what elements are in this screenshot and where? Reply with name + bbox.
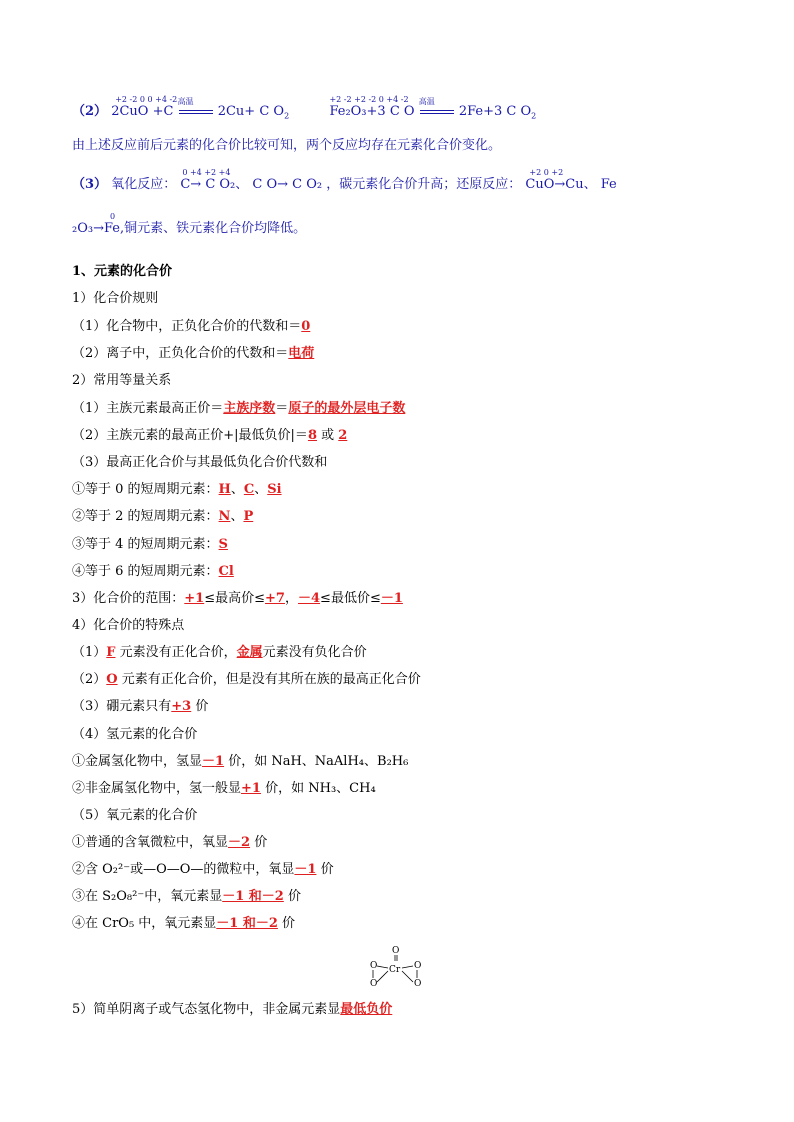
list-item [72,698,208,716]
answer-blank: 金属 [236,645,263,660]
item-text: 价 [191,699,209,714]
answer-blank: 8 [307,428,317,443]
reaction-3-line [72,168,617,194]
item-text: （1） [72,645,107,660]
answer-blank: －4 [298,591,321,606]
list-item [72,807,197,825]
item-text: （4）氢元素的化合价 [72,727,198,742]
list-item [72,671,421,689]
item-text: （2）主族元素的最高正价+|最低负价|＝ [72,428,308,443]
list-item [72,345,314,363]
cro5-structure-diagram [362,944,432,994]
answer-blank: －1 [380,591,403,606]
item-text: 价 [277,916,296,931]
svg-text:O: O [370,979,378,989]
item-text: ①金属氢化物中，氢显 [72,754,203,769]
reaction-2-line: （2） +2 -2 0 0 +4 -2 2CuO +C 高温 2Cu+ C $O_2$ +2 -2 +2 -2 0 +4 -2 Fe₂O₃+3 C O 高温 2Fe+3 C $O_2$ [72,103,536,126]
answer-blank: －2 [228,835,251,850]
eq1-right: 2Cu+ C O [217,104,285,119]
list-item [72,427,347,445]
eq2-condition: 高温 [419,103,455,121]
list-item [72,644,367,662]
item-text: 元素没有正化合价， [115,645,237,660]
item-text: 4）化合价的特殊点 [72,618,185,633]
item-text: ④在 CrO₅ 中，氧元素显 [72,916,217,931]
item-text: 、 [230,482,244,497]
answer-lowest-negative: 最低负价 [340,1002,393,1017]
item-text: 或 [316,428,339,443]
answer-blank: －1 和－2 [222,889,284,904]
answer-blank: －1 [202,754,225,769]
answer-blank: －1 和－2 [216,916,278,931]
item-text: ②非金属氢化物中，氢一般显 [72,781,242,796]
reaction-3-line-2: 0 ₂O₃→Fe,铜元素、铁元素化合价均降低。 [72,212,307,236]
list-item [72,290,158,308]
answer-blank: F [106,645,116,660]
answer-blank: N [218,509,231,524]
item-text: 、 [254,482,268,497]
answer-blank: +1 [184,591,205,606]
answer-blank: O [106,672,118,687]
item-text: 1）化合价规则 [72,291,159,306]
item-text: ①等于 0 的短周期元素： [72,482,219,497]
oxidation-label: 氧化反应： [111,177,177,192]
answer-blank: Si [267,482,282,497]
eq1-left: 2CuO +C [111,104,174,119]
item-text: ②等于 2 的短周期元素： [72,509,219,524]
item-text: （3）硼元素只有 [72,699,172,714]
last-line-text: 5）简单阴离子或气态氢化物中，非金属元素显 [72,1002,341,1017]
item-text: ＝ [275,401,289,416]
list-item [72,536,228,554]
item-text: （2） [72,672,107,687]
answer-blank: －1 [294,862,317,877]
item-text: 2）常用等量关系 [72,373,172,388]
item-text: 价 [250,835,268,850]
answer-blank: C [243,482,255,497]
answer-blank: +3 [171,699,192,714]
list-item [72,454,327,472]
svg-text:O: O [370,961,378,971]
list-item [72,617,184,635]
answer-blank: +7 [265,591,285,606]
eq2-right: 2Fe+3 C O [458,104,532,119]
svg-text:O: O [414,961,422,971]
item-text: 价，如 NH₃、CH₄ [260,781,376,796]
eq2-left: Fe₂O₃+3 C O [329,104,415,119]
item-text: ④等于 6 的短周期元素： [72,564,219,579]
compare-text: 由上述反应前后元素的化合价比较可知，两个反应均存在元素化合价变化。 [72,138,502,153]
item-text: 元素有正化合价，但是没有其所在族的最高正化合价 [117,672,421,687]
item-text: ≤最高价≤ [204,591,266,606]
list-item [72,590,403,608]
last-line [72,1001,392,1019]
item-text: 价 [283,889,301,904]
list-item [72,481,282,499]
item-text: ③在 S₂O₈²⁻中，氧元素显 [72,889,223,904]
answer-blank: P [243,509,254,524]
item-text: 3）化合价的范围： [72,591,185,606]
answer-blank: 电荷 [288,346,315,361]
item-text: ②含 O₂²⁻或—O—O—的微粒中，氧显 [72,862,295,877]
reaction-3-label: （3） [72,177,108,192]
list-item [72,915,295,933]
list-item [72,400,405,418]
item-text: 价，如 NaH、NaAlH₄、B₂H₆ [224,754,409,769]
answer-blank: 0 [301,319,311,334]
answer-blank: +1 [241,781,261,796]
item-text: （1）化合物中，正负化合价的代数和＝ [72,319,302,334]
answer-blank: Cl [218,564,234,579]
item-text: （3）最高正化合价与其最低负化合价代数和 [72,455,328,470]
oxidation-tail: ，碳元素化合价升高；还原反应： [326,177,522,192]
svg-text:O: O [414,979,422,989]
item-text: ③等于 4 的短周期元素： [72,537,219,552]
list-item [72,780,376,798]
reduction-formula: +2 0 +2 CuO→Cu、 Fe [525,168,617,192]
list-item [72,563,234,581]
list-item [72,318,310,336]
list-item [72,372,171,390]
eq1 [111,95,178,121]
answer-blank: H [218,482,231,497]
answer-blank: 2 [338,428,348,443]
eq1-valences: +2 -2 0 0 +4 -2 [115,95,178,104]
list-item [72,726,197,744]
section-title: 1、元素的化合价 [72,264,173,279]
eq2-valences: +2 -2 +2 -2 0 +4 -2 [329,95,409,104]
item-text: ≤最低价≤ [320,591,381,606]
item-text: ， [284,591,298,606]
item-text: 元素没有负化合价 [262,645,367,660]
item-text: ①普通的含氧微粒中，氧显 [72,835,229,850]
item-text: 、 [230,509,244,524]
list-item [72,888,301,906]
svg-text:Cr: Cr [389,965,401,975]
svg-text:O: O [392,946,400,956]
item-text: （5）氧元素的化合价 [72,808,198,823]
answer-blank: 原子的最外层电子数 [288,401,406,416]
item-text: 价 [316,862,334,877]
item-text: （2）离子中，正负化合价的代数和＝ [72,346,289,361]
item-text: （1）主族元素最高正价＝ [72,401,224,416]
oxidation-formula: 0 +4 +2 +4 C→ C O₂、 C O→ C O₂ [180,168,323,192]
answer-blank: S [218,537,228,552]
list-item [72,508,253,526]
list-item [72,861,334,879]
eq1-condition: 高温 [178,103,214,121]
reaction-2-label: （2） [72,104,108,119]
list-item [72,753,408,771]
eq2 [329,95,415,121]
answer-blank: 主族序数 [223,401,276,416]
list-item [72,834,267,852]
